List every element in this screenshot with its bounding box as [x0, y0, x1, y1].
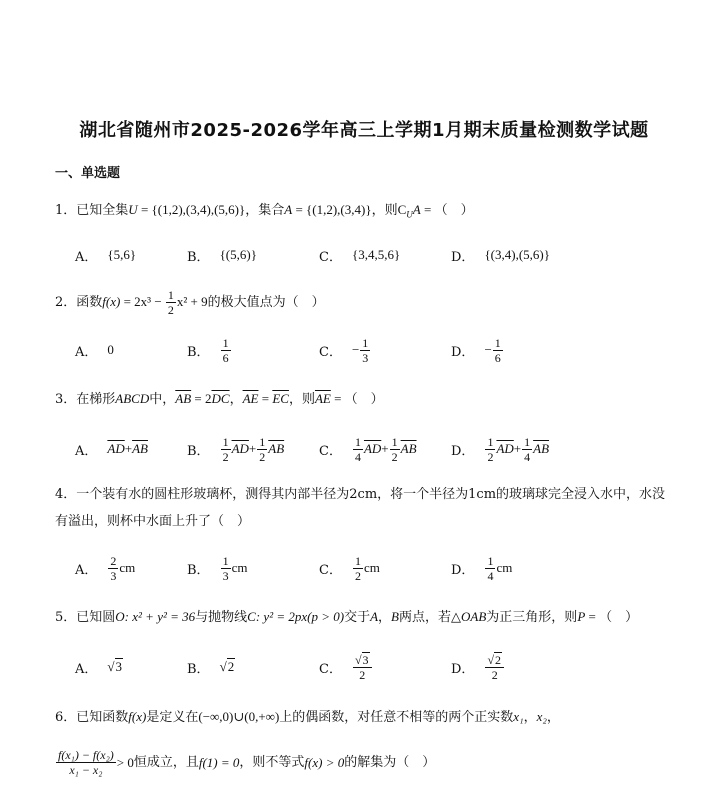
option-c[interactable]: C． $\frac{√3}{2}$	[319, 647, 373, 687]
math-expr: O: x² + y² = 36	[115, 609, 196, 624]
math-var: ABCD	[115, 391, 150, 406]
vector: $\overline{AE}$	[314, 391, 331, 406]
math-var: B	[391, 609, 399, 624]
question-text: ，则不等式	[239, 754, 305, 770]
math-var: U	[128, 202, 138, 217]
question-number: 3．	[55, 392, 77, 407]
question-text: 一个装有水的圆柱形玻璃杯，测得其内部半径为2cm，将一个半径为1cm的玻璃球完全浸入水中，水没	[76, 487, 666, 502]
math-expr: x² + 9	[176, 294, 208, 309]
math-func: f(x)	[128, 709, 147, 724]
question-number: 1．	[55, 203, 77, 218]
math-var: A	[412, 202, 421, 217]
question-5-options	[75, 647, 675, 687]
option-b[interactable]: B． $\frac{1}{6}$	[187, 335, 229, 365]
option-a[interactable]: A． 0	[75, 342, 114, 360]
math-expr: =	[258, 391, 273, 406]
math-func: f(x)	[102, 294, 121, 309]
question-text: 已知全集	[76, 203, 129, 218]
question-text: 与抛物线	[195, 610, 248, 625]
math-var: A	[284, 202, 293, 217]
question-4-cont	[55, 512, 695, 532]
question-3	[55, 389, 695, 410]
question-3-options	[75, 429, 675, 469]
question-text: 交于	[344, 610, 371, 625]
question-2	[55, 288, 695, 317]
math-expr: = {(1,2),(3,4)}	[292, 202, 372, 217]
option-c[interactable]: C． − $\frac{1}{3}$	[319, 335, 369, 365]
option-b[interactable]: B． $\frac{1}{3}$ cm	[187, 553, 248, 583]
question-number: 4．	[55, 487, 77, 502]
question-text: 已知函数	[76, 710, 129, 725]
option-d[interactable]: D． {(3,4),(5,6)}	[451, 247, 550, 265]
option-a[interactable]: A． $\frac{2}{3}$ cm	[75, 553, 136, 583]
math-expr: C: y² = 2px(p > 0)	[247, 609, 345, 624]
question-5	[55, 607, 695, 628]
option-d[interactable]: D． $\frac{1}{4}$ cm	[451, 553, 513, 583]
math-var: A	[370, 609, 379, 624]
question-text: 的解集为（ ）	[344, 754, 436, 770]
math-expr: △OAB	[451, 609, 487, 624]
math-expr: f(x) > 0	[304, 754, 345, 770]
question-text: 中，	[149, 392, 176, 407]
question-4	[55, 485, 695, 505]
question-text: 的极大值点为（ ）	[207, 295, 325, 310]
option-c[interactable]: C． $\frac{1}{4}$ $\overline{AD}$ + $\frac{1}{2}$ $\overline{AB}$	[319, 434, 417, 464]
option-c[interactable]: C． $\frac{1}{2}$ cm	[319, 553, 380, 583]
option-c[interactable]: C． {3,4,5,6}	[319, 247, 401, 265]
question-text: ，则	[371, 203, 398, 218]
question-text: 是定义在	[146, 710, 199, 725]
option-d[interactable]: D． − $\frac{1}{6}$	[451, 335, 501, 365]
option-b[interactable]: B． {(5,6)}	[187, 247, 257, 265]
question-1	[55, 200, 695, 225]
math-var: P	[577, 609, 586, 624]
question-number: 2．	[55, 295, 77, 310]
math-expr: = 2	[191, 391, 212, 406]
question-text: 为正三角形，则	[486, 610, 578, 625]
option-a[interactable]: A． $\overline{AD}$ + $\overline{AB}$	[75, 441, 148, 459]
question-text: ，	[229, 392, 243, 407]
math-var: x₂	[536, 709, 547, 724]
math-expr: = {(1,2),(3,4),(5,6)}	[137, 202, 246, 217]
math-expr: = 2x³ −	[120, 294, 165, 309]
question-text: 上的偶函数，对任意不相等的两个正实数	[279, 710, 514, 725]
question-text: 恒成立，且	[133, 754, 199, 770]
question-text: 在梯形	[76, 392, 116, 407]
question-text: 已知圆	[76, 610, 116, 625]
question-text: = （ ）	[330, 391, 384, 406]
math-expr: f(1) = 0	[198, 754, 240, 770]
fraction: $\frac{\text{f(x₁) − f(x₂)}}{\text{x₁ − x₂}}$	[58, 748, 114, 777]
question-text: ，则	[288, 392, 315, 407]
question-text: 两点，若	[399, 610, 452, 625]
question-text: = （ ）	[585, 609, 639, 624]
question-text: 有溢出，则杯中水面上升了（ ）	[55, 514, 251, 529]
vector: $\overline{EC}$	[272, 391, 289, 406]
vector: $\overline{AE}$	[242, 391, 259, 406]
question-6-cont	[55, 748, 695, 777]
question-number: 5．	[55, 610, 77, 625]
question-text: = （ ）	[420, 202, 474, 217]
question-text: ，	[523, 710, 537, 725]
question-6	[55, 707, 695, 728]
option-b[interactable]: B． $\frac{1}{2}$ $\overline{AD}$ + $\frac{1}{2}$ $\overline{AB}$	[187, 434, 285, 464]
option-b[interactable]: B． √2	[187, 659, 235, 677]
question-text: ，	[546, 710, 560, 725]
question-2-options	[75, 330, 675, 370]
option-a[interactable]: A． {5,6}	[75, 247, 137, 265]
fraction: $\frac{1}{2}$	[167, 288, 174, 317]
option-d[interactable]: D． $\frac{√2}{2}$	[451, 647, 505, 687]
math-expr: (−∞,0)∪(0,+∞)	[198, 709, 280, 724]
exam-title: 湖北省随州市2025-2026学年高三上学期1月期末质量检测数学试题	[79, 120, 649, 141]
question-1-options	[75, 235, 675, 275]
option-d[interactable]: D． $\frac{1}{2}$ $\overline{AD}$ + $\frac{1}{4}$ $\overline{AB}$	[451, 434, 550, 464]
math-var: x₁	[513, 709, 524, 724]
vector: $\overline{AB}$	[175, 391, 192, 406]
question-text: ，集合	[245, 203, 285, 218]
option-a[interactable]: A． √3	[75, 659, 123, 677]
question-text: ，	[378, 610, 392, 625]
vector: $\overline{DC}$	[211, 391, 230, 406]
question-text: 函数	[76, 295, 103, 310]
question-4-options	[75, 548, 675, 588]
complement-symbol: $C_U$	[397, 202, 413, 220]
question-number: 6．	[55, 710, 77, 725]
math-expr: > 0	[116, 754, 134, 770]
section-heading: 一、单选题	[55, 166, 121, 181]
